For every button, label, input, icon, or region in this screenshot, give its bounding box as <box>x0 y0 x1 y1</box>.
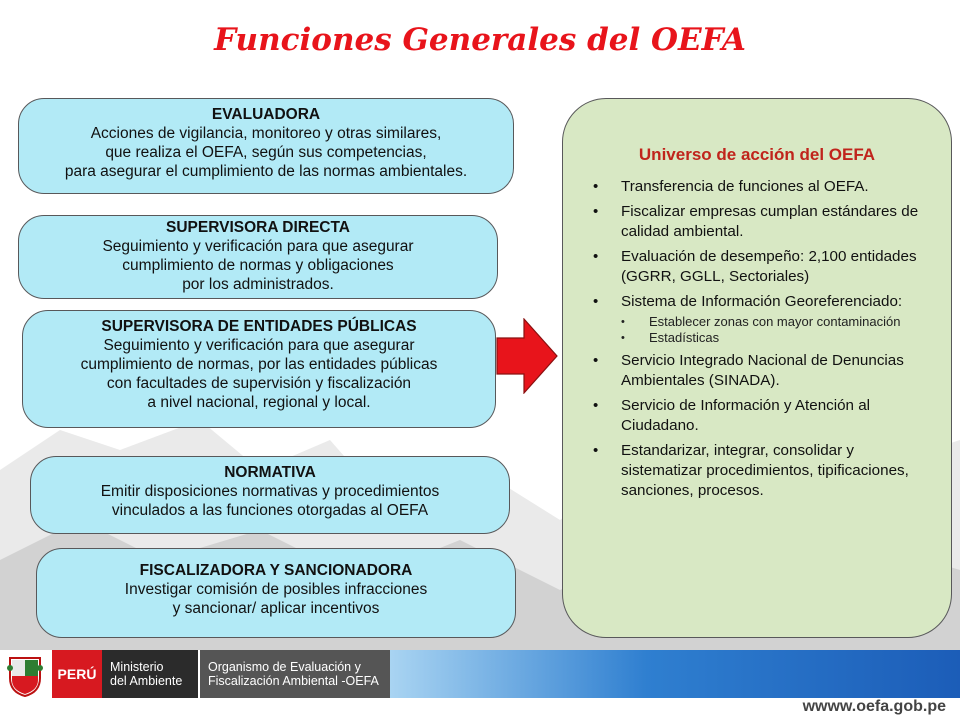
footer <box>0 650 960 720</box>
list-item: • Servicio Integrado Nacional de Denuncias Ambientales (SINADA). <box>593 351 921 391</box>
function-line: vinculados a las funciones otorgadas al OEFA <box>111 502 429 519</box>
list-item: • Transferencia de funciones al OEFA. <box>593 177 921 197</box>
ministry-label <box>102 650 198 698</box>
function-title: SUPERVISORA DE ENTIDADES PÚBLICAS <box>101 318 417 335</box>
list-item-georeferenced <box>593 292 921 346</box>
right-arrow-icon <box>496 318 558 394</box>
sub-list-item: • Establecer zonas con mayor contaminación <box>621 314 921 330</box>
function-box-normativa <box>30 456 510 534</box>
sub-list <box>621 314 921 346</box>
function-box-evaluadora <box>18 98 514 194</box>
function-line: Acciones de vigilancia, monitoreo y otras similares, <box>90 125 442 142</box>
universe-panel <box>562 98 952 638</box>
function-title: FISCALIZADORA Y SANCIONADORA <box>139 562 413 579</box>
sub-list-item: • Estadísticas <box>621 330 921 346</box>
list-item: • Servicio de Información y Atención al Ciudadano. <box>593 396 921 436</box>
list-item: • Evaluación de desempeño: 2,100 entidades (GGRR, GGLL, Sectoriales) <box>593 247 921 287</box>
function-line: cumplimiento de normas, por las entidades públicas <box>80 356 438 373</box>
function-line: Seguimiento y verificación para que asegurar <box>102 238 414 255</box>
function-box-supervisora-entidades <box>22 310 496 428</box>
list-item-text: Sistema de Información Georeferenciado: <box>621 293 903 310</box>
ministry-line: del Ambiente <box>110 674 183 688</box>
function-title: SUPERVISORA DIRECTA <box>165 219 351 236</box>
function-line: Seguimiento y verificación para que asegurar <box>103 337 415 354</box>
function-line: cumplimiento de normas y obligaciones <box>122 257 394 274</box>
function-title: NORMATIVA <box>224 464 316 481</box>
list-item: • Fiscalizar empresas cumplan estándares de calidad ambiental. <box>593 202 921 242</box>
oefa-line: Fiscalización Ambiental -OEFA <box>208 674 379 688</box>
function-title: EVALUADORA <box>211 106 321 123</box>
universe-list <box>593 177 921 501</box>
function-line: a nivel nacional, regional y local. <box>147 394 371 411</box>
function-line: por los administrados. <box>182 276 334 293</box>
function-line: y sancionar/ aplicar incentivos <box>172 600 380 617</box>
function-line: para asegurar el cumplimiento de las normas ambientales. <box>64 163 468 180</box>
function-line: con facultades de supervisión y fiscalización <box>106 375 412 392</box>
function-line: Investigar comisión de posibles infracciones <box>124 581 428 598</box>
function-line: Emitir disposiciones normativas y procedimientos <box>100 483 440 500</box>
footer-band <box>390 650 960 698</box>
function-box-supervisora-directa <box>18 215 498 299</box>
function-box-fiscalizadora <box>36 548 516 638</box>
oefa-label <box>200 650 390 698</box>
website-url: wwww.oefa.gob.pe <box>802 698 946 715</box>
ministry-line: Ministerio <box>110 660 164 674</box>
oefa-line: Organismo de Evaluación y <box>208 660 361 674</box>
peru-label: PERÚ <box>52 650 102 698</box>
coat-of-arms-icon <box>6 654 44 698</box>
function-line: que realiza el OEFA, según sus competencias, <box>105 144 427 161</box>
universe-title: Universo de acción del OEFA <box>638 145 876 164</box>
page-title: Funciones Generales del OEFA <box>214 22 746 58</box>
list-item: • Estandarizar, integrar, consolidar y sistematizar procedimientos, tipificaciones, sanciones, procesos. <box>593 441 921 501</box>
